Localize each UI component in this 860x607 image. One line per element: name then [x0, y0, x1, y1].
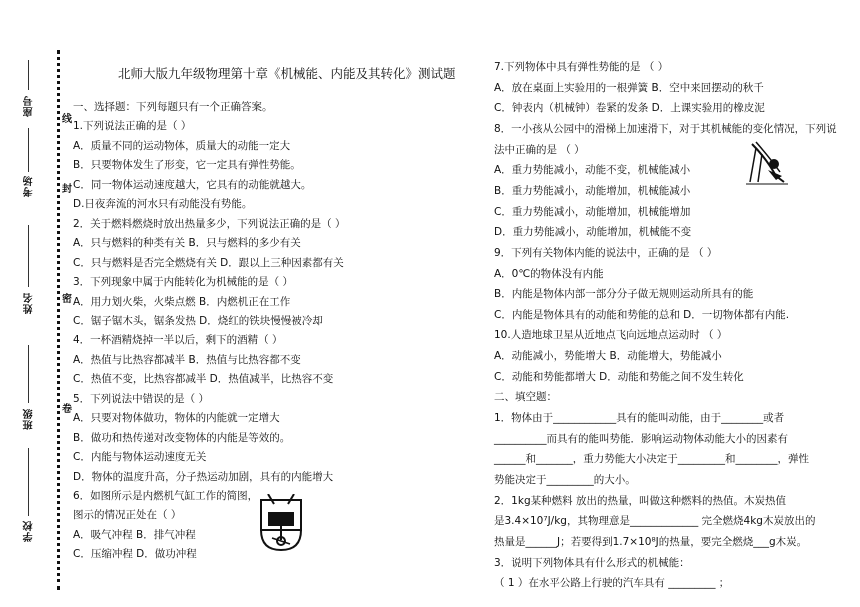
- left-column-line: 2．关于燃料燃烧时放出热量多少，下列说法正确的是（ ）: [73, 217, 346, 230]
- left-column-line: 图示的情况正处在（ ）: [73, 509, 182, 522]
- left-column-line: 4．一杯酒精烧掉一半以后，剩下的酒精（ ）: [73, 334, 283, 347]
- left-column-line: 5．下列说法中错误的是（ ）: [73, 392, 210, 405]
- class-label: 班级: [24, 408, 35, 430]
- left-column-line: A．吸气冲程 B．排气冲程: [73, 528, 196, 541]
- left-column-line: C．同一物体运动速度越大，它具有的动能就越大。: [73, 178, 312, 191]
- child-slide-figure: [746, 138, 788, 186]
- right-column-line: A．重力势能减小，动能不变，机械能减小: [494, 164, 691, 177]
- seal-char-secret: 密: [62, 294, 72, 305]
- right-column-line: C．重力势能减小，动能增加，机械能增加: [494, 205, 691, 218]
- left-column-line: A．热值与比热容都减半 B．热值与比热容都不变: [73, 353, 301, 366]
- seal-char-seal: 封: [62, 184, 72, 195]
- left-column-line: 一、选择题：下列每题只有一个正确答案。: [73, 101, 273, 113]
- left-column-line: 1.下列说法正确的是（ ）: [73, 120, 192, 133]
- right-column-line: __________而具有的能叫势能．影响运动物体动能大小的因素有: [494, 432, 788, 445]
- right-column-line: 势能决定于_________的大小。: [494, 474, 636, 486]
- binding-margin: [0, 0, 70, 607]
- right-column-line: A．放在桌面上实验用的一根弹簧 B．空中来回摆动的秋千: [494, 81, 764, 94]
- right-column-line: B．重力势能减小，动能增加，机械能减小: [494, 184, 691, 197]
- left-column-line: C．只与燃料是否完全燃烧有关 D．跟以上三种因素都有关: [73, 256, 344, 269]
- right-column-line: C．钟表内（机械钟）卷紧的发条 D．上课实验用的橡皮泥: [494, 102, 765, 115]
- right-column-line: 10.人造地球卫星从近地点飞向远地点运动时 （ ）: [494, 329, 728, 342]
- right-column-line: 是3.4×10⁷J/kg，其物理意是_____________ 完全燃烧4kg木炭放出的: [494, 515, 816, 528]
- right-column-line: ______和_______，重力势能大小决定于_________和________，弹性: [494, 453, 809, 466]
- left-column-line: A．只与燃料的种类有关 B．只与燃料的多少有关: [73, 237, 301, 250]
- right-column-line: 二、填空题：: [494, 391, 557, 404]
- seal-dotted-line: [57, 50, 60, 590]
- left-column-line: D.日夜奔流的河水只有动能没有势能。: [73, 198, 253, 211]
- name-blank: [28, 225, 29, 287]
- right-column-line: 2．1kg某种燃料 放出的热量，叫做这种燃料的热值。木炭热值: [494, 494, 786, 507]
- right-column-line: C．内能是物体具有的动能和势能的总和 D．一切物体都有内能.: [494, 308, 790, 321]
- engine-cylinder-figure: [258, 494, 304, 552]
- left-column-line: A．质量不同的运动物体，质量大的动能一定大: [73, 139, 291, 152]
- school-label: 学校: [24, 520, 35, 542]
- left-column-line: B．做功和热传递对改变物体的内能是等效的。: [73, 431, 291, 444]
- school-blank: [28, 448, 29, 516]
- seal-char-line: 线: [62, 114, 72, 125]
- right-column-line: 7.下列物体中具有弹性势能的是 （ ）: [494, 61, 669, 73]
- left-column-line: C．压缩冲程 D．做功冲程: [73, 548, 197, 561]
- left-column-line: A．只要对物体做功，物体的内能就一定增大: [73, 412, 280, 425]
- right-column-line: 热量是______J；若要得到1.7×10⁸J的热量，要完全燃烧___g木炭。: [494, 535, 808, 548]
- left-column-line: D．物体的温度升高，分子热运动加剧，具有的内能增大: [73, 470, 334, 483]
- right-column-line: A．动能减小，势能增大 B．动能增大，势能减小: [494, 350, 722, 363]
- left-column-line: 6．如图所示是内燃机气缸工作的简图，: [73, 490, 259, 502]
- right-column-line: C．动能和势能都增大 D．动能和势能之间不发生转化: [494, 370, 744, 383]
- right-column-line: 3．说明下列物体具有什么形式的机械能：: [494, 556, 690, 569]
- left-column-line: C．锯子锯木头，锯条发热 D．烧红的铁块慢慢被冷却: [73, 314, 323, 327]
- left-column-line: C．内能与物体运动速度无关: [73, 451, 207, 464]
- seal-char-paper: 卷: [62, 404, 72, 415]
- right-column-line: 1．物体由于____________具有的能叫动能，由于________或者: [494, 412, 785, 425]
- right-column-line: A．0℃的物体没有内能: [494, 267, 604, 280]
- left-column-line: B．只要物体发生了形变，它一定具有弹性势能。: [73, 159, 301, 172]
- left-column-line: A．用力划火柴，火柴点燃 B．内燃机正在工作: [73, 295, 291, 308]
- seat-number-label: 座号: [24, 95, 35, 117]
- right-column-line: D．重力势能减小，动能增加，机械能不变: [494, 226, 692, 239]
- right-column-line: （ 1 ）在水平公路上行驶的汽车具有 _________ ；: [494, 577, 730, 590]
- right-column-line: 9．下列有关物体内能的说法中，正确的是 （ ）: [494, 246, 718, 259]
- seat-number-blank: [28, 60, 29, 90]
- class-blank: [28, 345, 29, 403]
- right-column-line: 8．一小孩从公园中的滑梯上加速滑下，对于其机械能的变化情况，下列说: [494, 122, 837, 135]
- exam-title: 北师大版九年级物理第十章《机械能、内能及其转化》测试题: [118, 66, 456, 81]
- left-column-line: 3．下列现象中属于内能转化为机械能的是（ ）: [73, 276, 294, 289]
- name-label: 姓名: [24, 292, 35, 314]
- right-column-line: 法中正确的是 （ ）: [494, 143, 585, 156]
- left-column-line: C．热值不变，比热容都减半 D．热值减半，比热容不变: [73, 373, 334, 386]
- exam-room-label: 考场: [24, 175, 35, 197]
- exam-room-blank: [28, 128, 29, 172]
- right-column-line: B．内能是物体内部一部分分子做无规则运动所具有的能: [494, 288, 754, 301]
